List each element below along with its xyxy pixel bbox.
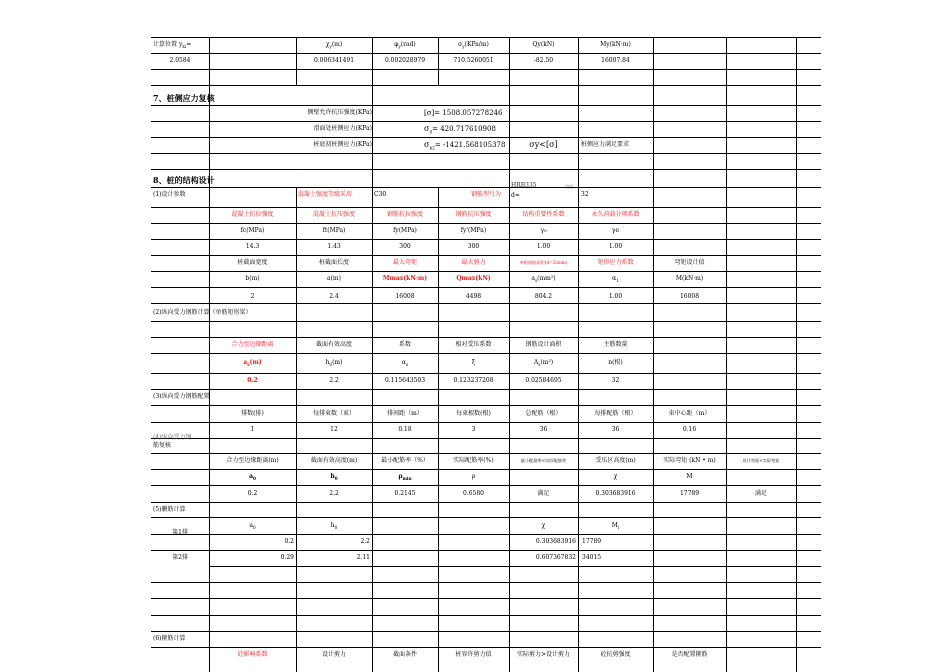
- row-line: [151, 405, 821, 406]
- a-subscript: s: [538, 362, 541, 368]
- pile-header: 最大弯矩: [392, 259, 417, 266]
- phi-symbol: φ: [394, 41, 399, 48]
- check-header: 实际配筋率(%): [453, 457, 494, 464]
- a0-symbol: a: [249, 473, 253, 480]
- col-line: [726, 37, 727, 672]
- check-header: 受压区高度(m): [595, 457, 636, 464]
- pile-value: 2: [250, 293, 255, 300]
- alpha-subscript: 1: [616, 278, 619, 284]
- cut-rebar-label: (5)删筋计算: [153, 506, 186, 513]
- check-value: 17789: [679, 490, 700, 497]
- pile-header: 矩形应力系数: [597, 259, 634, 266]
- a-unit: (m²): [540, 359, 554, 366]
- row-line: [151, 517, 821, 518]
- calc-header: 钢筋设计面积: [525, 341, 562, 348]
- cut-unit-mi: [578, 519, 653, 535]
- cut-value: 0.607367832: [535, 554, 576, 561]
- calc-header: 合力至边缘距离: [231, 341, 274, 348]
- param-value: 1.43: [327, 243, 341, 250]
- config-value: 3: [471, 426, 476, 433]
- param-header: 永久荷载分项系数: [591, 211, 640, 218]
- value-cell: 710.5260051: [453, 57, 494, 64]
- cut-value: 34015: [582, 554, 602, 561]
- config-value: 0.16: [682, 426, 697, 433]
- calc-position-label: [153, 38, 209, 54]
- param-value: 14.3: [245, 243, 260, 250]
- chi-symbol: χ: [325, 41, 330, 48]
- cut-unit-a0: [209, 519, 296, 535]
- param-value: 1.00: [608, 243, 623, 250]
- check-unit-a0: [209, 470, 296, 486]
- stirrup-header: 砼抗剪强度: [600, 651, 631, 658]
- value-cell: 0.002028979: [384, 57, 426, 64]
- steel-type-label: 钢筋型号为: [471, 191, 502, 198]
- section-8-title: 8、桩的结构设计: [153, 175, 215, 185]
- calc-unit: n(根): [608, 359, 623, 366]
- pile-header: 弯矩设计值: [674, 259, 705, 266]
- stirrup-header: 设计剪力: [321, 651, 346, 658]
- value-cell: -82.50: [533, 57, 554, 64]
- stirrup-calc-label: (6)箍筋计算: [153, 635, 186, 642]
- stress-comparison: σy<[σ]: [529, 140, 558, 149]
- pile-unit-alpha: [578, 272, 653, 288]
- rebar-config-label: (3)纵向受力钢筋配置: [153, 393, 210, 400]
- col-line: [372, 37, 373, 672]
- calc-header: 截面有效高度: [315, 341, 352, 348]
- h0-symbol: h: [330, 522, 335, 529]
- rebar-check-label-2: 筋复核: [153, 442, 172, 449]
- rho-subscript: min: [402, 476, 412, 482]
- sigma-h2-value: = -1421.568105378: [434, 141, 506, 149]
- calc-header: 主筋数量: [603, 341, 628, 348]
- steel-diameter-value: 32: [581, 191, 589, 198]
- sigma-h2-symbol: σ: [424, 140, 430, 149]
- pile-header: 单根钢筋面积(d=32mm): [519, 260, 568, 265]
- my-header: My(kN·m): [600, 41, 631, 48]
- bottom-stress-value: [424, 138, 505, 155]
- alpha-subscript: s: [405, 362, 409, 368]
- pile-header: 桩截面宽度: [237, 259, 268, 266]
- pile-unit-as: [509, 272, 578, 288]
- y-symbol: y: [178, 41, 183, 48]
- config-value: 36: [611, 426, 620, 433]
- cut-value: 0.2: [284, 538, 294, 545]
- sigma-0-symbol: σ: [424, 124, 430, 133]
- a0-symbol: a: [249, 522, 253, 529]
- param-unit: γ₀: [540, 227, 547, 234]
- allowable-stress-label: 侧壁允许抗压强度(KPa): [307, 109, 372, 116]
- config-header: 每排配筋（根）: [594, 410, 637, 417]
- a0-subscript: 0: [252, 476, 256, 482]
- qy-header: Qy(kN): [532, 41, 555, 48]
- check-header: 截面有效高度(m): [310, 457, 358, 464]
- param-header: 结构重要性系数: [522, 211, 565, 218]
- param-unit: fy'(MPa): [460, 227, 487, 234]
- a0-subscript: 0: [252, 525, 256, 531]
- config-header: 每束根数(根): [456, 410, 491, 417]
- y-subscript: ki: [182, 44, 187, 50]
- stirrup-header: 截面条件: [392, 651, 417, 658]
- row-line: [151, 321, 821, 322]
- config-value: 1: [250, 426, 255, 433]
- concrete-grade-value: C30: [374, 191, 387, 198]
- calc-value: 32: [611, 377, 620, 384]
- steel-diameter-label: d=: [511, 192, 520, 199]
- calc-value: 0.123237208: [453, 377, 494, 384]
- stirrup-header: 砼影响系数: [237, 651, 268, 658]
- row-line: [151, 85, 821, 86]
- a-symbol: A: [533, 359, 539, 366]
- sigma-y-header: [438, 38, 509, 54]
- row-line: [209, 566, 821, 567]
- calc-position-text: 计算位置: [153, 41, 178, 48]
- h0-subscript: 0: [334, 525, 338, 531]
- phi-subscript: y: [398, 44, 401, 50]
- pile-unit: Mmax(kN·m): [382, 275, 428, 282]
- param-value: 300: [467, 243, 480, 250]
- check-value: 0.2145: [394, 490, 416, 497]
- col-line: [509, 37, 510, 672]
- cut-value: 0.303683916: [535, 538, 576, 545]
- config-header: 排间距（m）: [387, 410, 423, 417]
- value-cell: 16007.84: [601, 57, 630, 64]
- param-header: 钢筋抗压强度: [455, 211, 492, 218]
- row-line: [151, 287, 821, 288]
- param-unit: fy(MPa): [393, 227, 417, 234]
- y-equals: =: [186, 41, 192, 48]
- chi-unit: (m): [331, 41, 343, 48]
- pile-value: 2.4: [329, 293, 339, 300]
- col-line: [578, 37, 579, 672]
- row-line: [151, 582, 821, 583]
- chi-subscript: y: [329, 44, 332, 50]
- steel-diameter-label-top: 直径: [565, 184, 574, 189]
- row-1-label: 第1排: [172, 529, 188, 536]
- calc-header: 系数: [398, 341, 411, 348]
- config-header: 束中心距（m）: [668, 410, 711, 417]
- calc-value: 0.2: [247, 377, 258, 384]
- param-value: 1.00: [536, 243, 551, 250]
- calc-unit-h0: [296, 356, 372, 372]
- config-value: 0.18: [398, 426, 412, 433]
- cut-value: 0.29: [280, 554, 294, 561]
- sigma-subscript: y: [462, 44, 465, 50]
- longitudinal-calc-label: (2)纵向受力钢筋计算（单筋矩形梁）: [153, 309, 252, 316]
- param-unit: fc(MPa): [240, 227, 265, 234]
- config-value: 12: [330, 426, 338, 433]
- design-params-label: (1)设计参数: [153, 191, 186, 198]
- pile-unit: a(m): [327, 275, 341, 282]
- slip-stress-value: [424, 122, 496, 139]
- param-unit: ft(MPa): [322, 227, 346, 234]
- pile-unit: M(kN·m): [675, 275, 704, 282]
- param-unit: γe: [611, 227, 620, 234]
- calc-unit-alpha: [372, 356, 438, 372]
- check-header: 最小配筋率（%）: [381, 457, 429, 464]
- config-header: 每排束数（束）: [312, 410, 355, 417]
- value-cell: 2.0584: [169, 57, 191, 64]
- slip-stress-label: 滑面处桩侧应力(KPa): [313, 125, 372, 132]
- check-value: 满足: [754, 490, 767, 497]
- row-line: [151, 69, 821, 70]
- h0-symbol: h: [330, 473, 335, 480]
- calc-unit-as: [209, 356, 296, 372]
- param-value: 300: [399, 243, 411, 250]
- sigma-h2-subscript: h2: [429, 145, 435, 151]
- row-2-label: 第2排: [172, 554, 188, 561]
- check-value: 0.303683916: [595, 490, 636, 497]
- row-line: [151, 631, 821, 632]
- cut-value: 2.2: [360, 538, 370, 545]
- calc-header: 相对受压系数: [455, 341, 492, 348]
- stress-check-result: 桩侧应力满足要求: [581, 141, 630, 148]
- section-7-title: 7、桩侧应力复核: [153, 93, 215, 103]
- pile-value: 16008: [679, 293, 700, 300]
- h-unit: (m): [332, 359, 343, 366]
- as-symbol: a: [243, 359, 248, 366]
- param-header: 混凝土抗拉强度: [231, 211, 274, 218]
- check-header: 最小配筋率<实际配筋率: [520, 458, 567, 463]
- config-header: 总配筋（根）: [525, 410, 562, 417]
- calc-unit-xi: ξ: [471, 359, 476, 366]
- check-header: 实际弯矩 (kN • m): [663, 457, 716, 464]
- pile-header: 桩截面长度: [318, 259, 349, 266]
- pile-value: 804.2: [534, 293, 553, 300]
- sigma-0-value: = 420.717610908: [432, 125, 496, 133]
- cut-value: 2.11: [356, 554, 370, 561]
- as-unit: (mm²): [537, 275, 556, 282]
- cut-value: 17789: [582, 538, 602, 545]
- pile-header: 最大剪力: [461, 259, 486, 266]
- calc-value: 0.115643503: [384, 377, 426, 384]
- pile-unit: Qmax(kN): [456, 275, 491, 282]
- col-line: [796, 37, 797, 672]
- pile-value: 16008: [395, 293, 415, 300]
- config-header: 排数(排): [241, 410, 264, 417]
- row-line: [151, 502, 821, 503]
- as-subscript: s: [534, 278, 538, 284]
- h0-subscript: 0: [334, 476, 338, 482]
- param-header: 混凝土抗压强度: [312, 211, 355, 218]
- sigma-symbol: σ: [458, 41, 463, 48]
- row-line: [151, 169, 821, 170]
- mi-symbol: M: [611, 522, 618, 529]
- check-value: 2.2: [329, 490, 339, 497]
- spreadsheet-sheet: [151, 37, 821, 672]
- check-value: 0.6580: [463, 490, 484, 497]
- chi-y-header: [296, 38, 372, 54]
- calc-value: 2.2: [329, 377, 339, 384]
- rho-symbol: ρ: [398, 473, 403, 480]
- check-value: 0.2: [247, 490, 258, 497]
- check-value: 满足: [537, 490, 550, 497]
- alpha-symbol: α: [612, 275, 617, 282]
- pile-value: 4498: [465, 293, 482, 300]
- pile-unit: b(m): [245, 275, 260, 282]
- bottom-stress-label: 桩底初桩侧应力(KPa): [313, 141, 372, 148]
- h-subscript: 0: [329, 362, 333, 368]
- row-line: [151, 438, 821, 439]
- calc-unit-area: [509, 356, 578, 372]
- check-header: 合力至边缘距离(m): [226, 457, 279, 464]
- calc-value: 0.02584695: [525, 377, 562, 384]
- row-line: [151, 598, 821, 599]
- steel-type-top: HRB335: [511, 182, 537, 189]
- allowable-stress-value: [σ]= 1508.057278246: [424, 109, 503, 117]
- as-unit: (m): [249, 359, 262, 366]
- row-line: [151, 389, 821, 390]
- phi-unit: (rad): [400, 41, 416, 48]
- cut-unit-h0: [296, 519, 372, 535]
- stirrup-header: 是否配置箍筋: [671, 651, 708, 658]
- check-header: 设计弯矩<实际弯矩: [742, 458, 780, 463]
- alpha-symbol: α: [401, 359, 406, 366]
- check-unit-h0: [296, 470, 372, 486]
- sigma-unit: (KPa/m): [464, 41, 489, 48]
- h-symbol: h: [325, 359, 330, 366]
- rebar-check-label-1: (4)纵向受力钢: [153, 434, 192, 441]
- row-line: [151, 615, 821, 616]
- value-cell: 0.006341491: [313, 57, 355, 64]
- check-unit-chi: χ: [613, 473, 618, 480]
- sigma-0-subscript: 0: [429, 129, 433, 135]
- phi-y-header: [372, 38, 438, 54]
- stirrup-header: 实际剪力>设计剪力: [516, 651, 571, 658]
- col-line: [653, 37, 654, 672]
- param-header: 钢筋抗拉强度: [386, 211, 423, 218]
- check-unit-m: M: [686, 473, 693, 480]
- row-line: [151, 353, 821, 354]
- check-unit-rho: ρ: [471, 473, 476, 480]
- pile-value: 1.00: [608, 293, 623, 300]
- config-value: 36: [539, 426, 548, 433]
- stirrup-header: 桩容许剪力值: [455, 651, 492, 658]
- check-unit-rho-min: [372, 470, 438, 486]
- cut-unit-chi: χ: [541, 522, 546, 529]
- mi-subscript: i: [617, 525, 620, 531]
- as-symbol: a: [531, 275, 535, 282]
- as-subscript: s: [247, 362, 250, 368]
- concrete-grade-label: 混凝土强度等级采用: [298, 191, 353, 198]
